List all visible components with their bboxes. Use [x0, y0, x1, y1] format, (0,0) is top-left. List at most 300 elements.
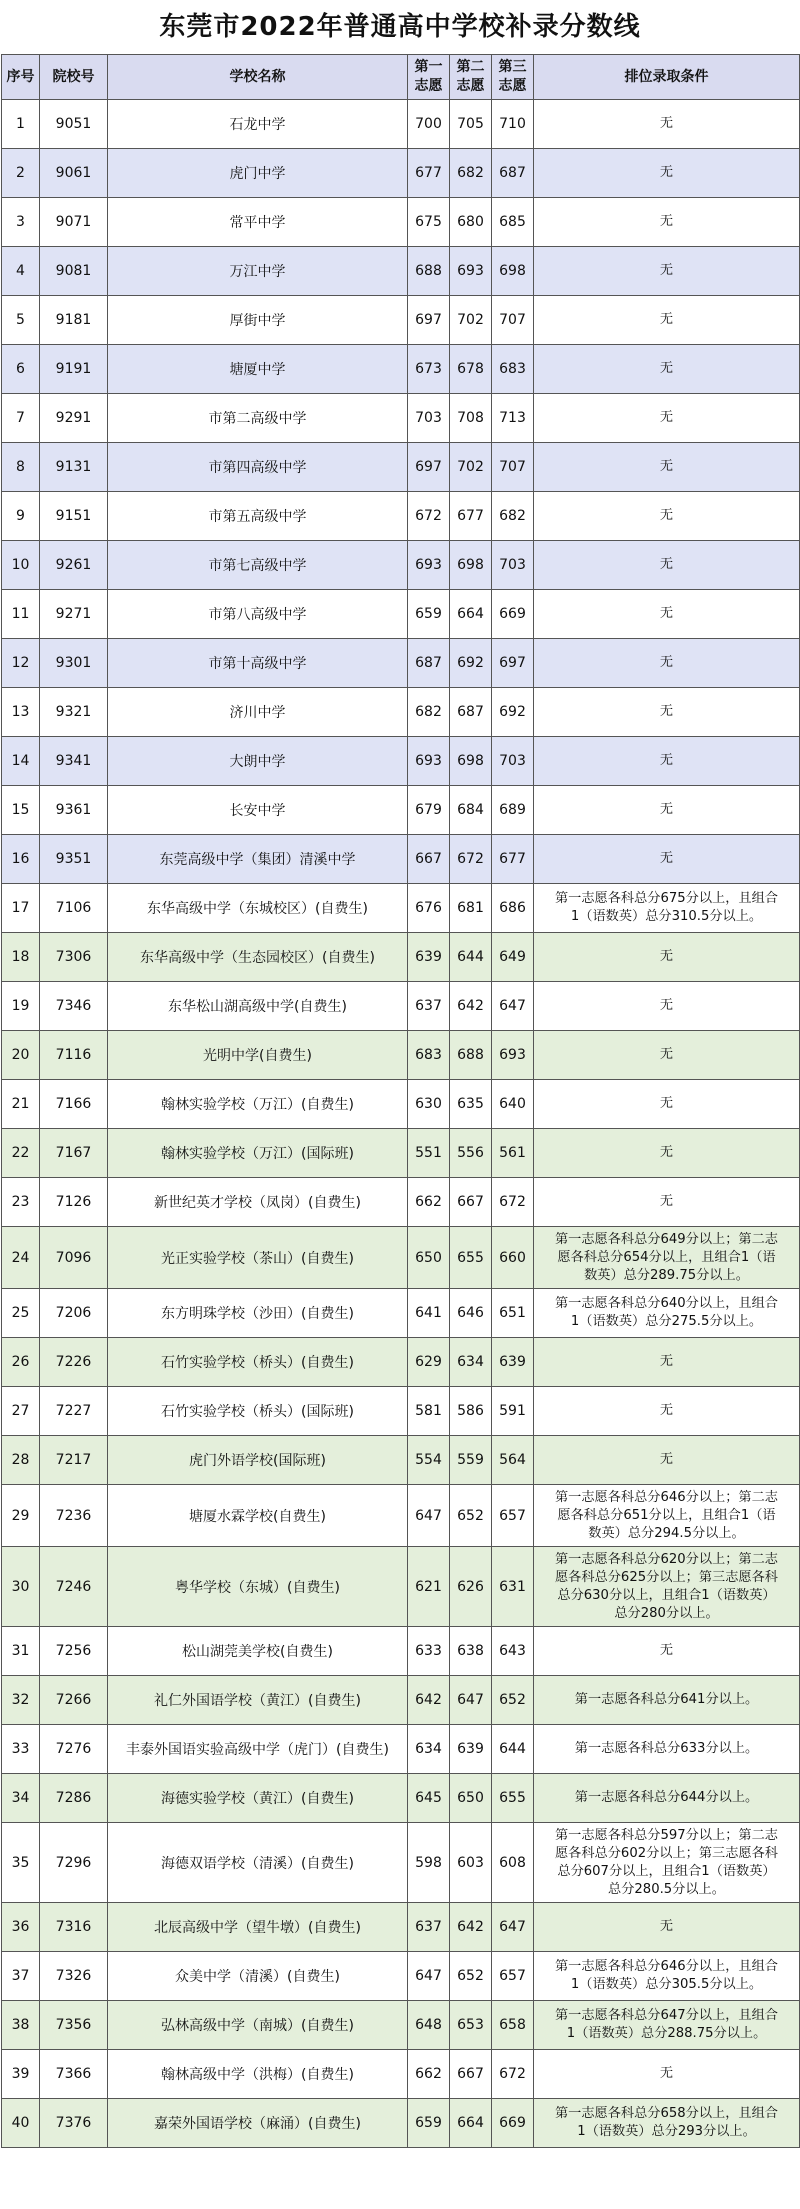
header-code: 院校号 — [40, 55, 108, 100]
cell-condition — [534, 1725, 800, 1774]
cell-school-name: 市第五高级中学 — [108, 492, 408, 541]
table-row — [2, 492, 800, 541]
cell-condition — [534, 149, 800, 198]
cell-seq: 4 — [2, 247, 40, 296]
cell-score-2: 664 — [450, 2099, 492, 2148]
cell-score-2: 684 — [450, 786, 492, 835]
cell-score-3: 689 — [492, 786, 534, 835]
condition-line: 数英）总分294.5分以上。 — [588, 1525, 745, 1541]
cell-code: 9341 — [40, 737, 108, 786]
header-name: 学校名称 — [108, 55, 408, 100]
cell-score-1: 621 — [408, 1547, 450, 1627]
cell-code: 7356 — [40, 2001, 108, 2050]
cell-code: 9291 — [40, 394, 108, 443]
cell-seq: 23 — [2, 1178, 40, 1227]
cell-condition — [534, 394, 800, 443]
cell-score-2: 652 — [450, 1952, 492, 2001]
condition-line: 1（语数英）总分305.5分以上。 — [570, 1977, 763, 1992]
cell-score-2: 642 — [450, 1903, 492, 1952]
cell-school-name: 东华高级中学（东城校区）(自费生) — [108, 884, 408, 933]
cell-seq: 17 — [2, 884, 40, 933]
cell-score-1: 642 — [408, 1676, 450, 1725]
condition-line: 无 — [659, 1919, 674, 1934]
cell-score-3: 677 — [492, 835, 534, 884]
score-table — [1, 54, 800, 2148]
condition-line: 无 — [659, 1096, 674, 1111]
cell-score-2: 680 — [450, 198, 492, 247]
cell-score-3: 686 — [492, 884, 534, 933]
cell-condition — [534, 688, 800, 737]
cell-score-2: 693 — [450, 247, 492, 296]
cell-school-name: 东华高级中学（生态园校区）(自费生) — [108, 933, 408, 982]
table-row — [2, 541, 800, 590]
cell-score-3: 685 — [492, 198, 534, 247]
cell-code: 7316 — [40, 1903, 108, 1952]
cell-score-3: 657 — [492, 1952, 534, 2001]
cell-seq: 22 — [2, 1129, 40, 1178]
cell-code: 7366 — [40, 2050, 108, 2099]
page-title: 东莞市2022年普通高中学校补录分数线 — [159, 12, 641, 42]
cell-school-name: 东莞高级中学（集团）清溪中学 — [108, 835, 408, 884]
cell-seq: 11 — [2, 590, 40, 639]
cell-code: 7326 — [40, 1952, 108, 2001]
cell-score-3: 647 — [492, 1903, 534, 1952]
cell-code: 9081 — [40, 247, 108, 296]
table-row — [2, 884, 800, 933]
cell-condition — [534, 1823, 800, 1903]
cell-score-2: 646 — [450, 1289, 492, 1338]
cell-seq: 12 — [2, 639, 40, 688]
table-row — [2, 1289, 800, 1338]
cell-code: 9361 — [40, 786, 108, 835]
condition-line: 愿各科总分625分以上；第三志愿各科 — [555, 1569, 778, 1585]
cell-seq: 9 — [2, 492, 40, 541]
cell-score-1: 648 — [408, 2001, 450, 2050]
condition-line: 无 — [659, 1452, 674, 1467]
condition-line: 无 — [659, 802, 674, 817]
cell-seq: 29 — [2, 1485, 40, 1547]
cell-score-3: 631 — [492, 1547, 534, 1627]
condition-line: 愿各科总分651分以上，且组合1（语 — [557, 1507, 776, 1523]
cell-score-1: 639 — [408, 933, 450, 982]
cell-school-name: 厚街中学 — [108, 296, 408, 345]
cell-score-2: 638 — [450, 1627, 492, 1676]
cell-condition — [534, 1387, 800, 1436]
cell-school-name: 市第十高级中学 — [108, 639, 408, 688]
table-row — [2, 933, 800, 982]
cell-condition — [534, 1436, 800, 1485]
condition-line: 第一志愿各科总分633分以上。 — [574, 1741, 759, 1756]
cell-seq: 34 — [2, 1774, 40, 1823]
condition-line: 无 — [659, 312, 674, 327]
cell-condition — [534, 247, 800, 296]
cell-condition — [534, 884, 800, 933]
table-body — [2, 100, 800, 2148]
table-row — [2, 786, 800, 835]
cell-school-name: 万江中学 — [108, 247, 408, 296]
cell-score-1: 630 — [408, 1080, 450, 1129]
cell-condition — [534, 590, 800, 639]
cell-condition — [534, 1031, 800, 1080]
cell-score-2: 682 — [450, 149, 492, 198]
cell-seq: 6 — [2, 345, 40, 394]
condition-line: 无 — [659, 361, 674, 376]
table-row — [2, 1387, 800, 1436]
condition-line: 无 — [659, 949, 674, 964]
condition-line: 无 — [659, 606, 674, 621]
cell-code: 7226 — [40, 1338, 108, 1387]
cell-condition — [534, 1178, 800, 1227]
cell-code: 7116 — [40, 1031, 108, 1080]
cell-seq: 2 — [2, 149, 40, 198]
cell-school-name: 光明中学(自费生) — [108, 1031, 408, 1080]
condition-line: 总分607分以上，且组合1（语数英） — [557, 1863, 776, 1879]
cell-code: 9071 — [40, 198, 108, 247]
cell-code: 7286 — [40, 1774, 108, 1823]
condition-line: 第一志愿各科总分646分以上，且组合 — [555, 1959, 778, 1974]
cell-score-3: 707 — [492, 296, 534, 345]
cell-condition — [534, 1289, 800, 1338]
cell-condition — [534, 492, 800, 541]
cell-score-2: 642 — [450, 982, 492, 1031]
cell-code: 7296 — [40, 1823, 108, 1903]
cell-score-3: 644 — [492, 1725, 534, 1774]
table-row — [2, 982, 800, 1031]
cell-score-1: 659 — [408, 2099, 450, 2148]
cell-score-2: 586 — [450, 1387, 492, 1436]
table-row — [2, 296, 800, 345]
header-condition: 排位录取条件 — [534, 55, 800, 100]
cell-code: 9191 — [40, 345, 108, 394]
cell-score-2: 559 — [450, 1436, 492, 1485]
condition-line: 第一志愿各科总分640分以上，且组合 — [555, 1296, 778, 1311]
table-row — [2, 737, 800, 786]
cell-score-3: 591 — [492, 1387, 534, 1436]
table-header-row — [2, 55, 800, 100]
condition-line: 总分280.5分以上。 — [608, 1881, 725, 1897]
cell-seq: 19 — [2, 982, 40, 1031]
cell-school-name: 翰林高级中学（洪梅）(自费生) — [108, 2050, 408, 2099]
cell-condition — [534, 639, 800, 688]
cell-score-3: 703 — [492, 541, 534, 590]
cell-score-3: 651 — [492, 1289, 534, 1338]
cell-code: 7236 — [40, 1485, 108, 1547]
cell-score-1: 688 — [408, 247, 450, 296]
cell-score-3: 657 — [492, 1485, 534, 1547]
condition-line: 无 — [659, 1194, 674, 1209]
cell-score-3: 672 — [492, 2050, 534, 2099]
cell-seq: 8 — [2, 443, 40, 492]
cell-score-3: 703 — [492, 737, 534, 786]
condition-line: 第一志愿各科总分620分以上；第二志 — [555, 1551, 778, 1567]
cell-condition — [534, 198, 800, 247]
table-row — [2, 1485, 800, 1547]
cell-score-1: 703 — [408, 394, 450, 443]
cell-condition — [534, 933, 800, 982]
cell-seq: 38 — [2, 2001, 40, 2050]
cell-code: 9151 — [40, 492, 108, 541]
cell-school-name: 长安中学 — [108, 786, 408, 835]
cell-seq: 1 — [2, 100, 40, 149]
table-row — [2, 1227, 800, 1289]
condition-line: 无 — [659, 704, 674, 719]
cell-score-2: 702 — [450, 443, 492, 492]
table-row — [2, 835, 800, 884]
cell-seq: 33 — [2, 1725, 40, 1774]
condition-line: 无 — [659, 557, 674, 572]
table-row — [2, 2099, 800, 2148]
table-row — [2, 100, 800, 149]
cell-code: 7266 — [40, 1676, 108, 1725]
cell-score-3: 660 — [492, 1227, 534, 1289]
cell-seq: 13 — [2, 688, 40, 737]
cell-score-1: 675 — [408, 198, 450, 247]
cell-school-name: 塘厦中学 — [108, 345, 408, 394]
cell-school-name: 东华松山湖高级中学(自费生) — [108, 982, 408, 1031]
cell-score-3: 640 — [492, 1080, 534, 1129]
cell-condition — [534, 296, 800, 345]
cell-school-name: 弘林高级中学（南城）(自费生) — [108, 2001, 408, 2050]
cell-score-1: 650 — [408, 1227, 450, 1289]
cell-code: 7126 — [40, 1178, 108, 1227]
table-row — [2, 1903, 800, 1952]
cell-seq: 5 — [2, 296, 40, 345]
table-row — [2, 590, 800, 639]
cell-score-3: 672 — [492, 1178, 534, 1227]
cell-score-2: 702 — [450, 296, 492, 345]
cell-code: 9181 — [40, 296, 108, 345]
cell-condition — [534, 1227, 800, 1289]
cell-score-2: 653 — [450, 2001, 492, 2050]
cell-score-2: 698 — [450, 737, 492, 786]
cell-score-3: 658 — [492, 2001, 534, 2050]
cell-code: 7246 — [40, 1547, 108, 1627]
cell-school-name: 石龙中学 — [108, 100, 408, 149]
table-row — [2, 1129, 800, 1178]
table-row — [2, 1080, 800, 1129]
table-row — [2, 2050, 800, 2099]
cell-seq: 31 — [2, 1627, 40, 1676]
cell-score-2: 667 — [450, 2050, 492, 2099]
cell-school-name: 粤华学校（东城）(自费生) — [108, 1547, 408, 1627]
cell-code: 9321 — [40, 688, 108, 737]
cell-score-1: 637 — [408, 1903, 450, 1952]
cell-score-2: 678 — [450, 345, 492, 394]
table-row — [2, 1547, 800, 1627]
cell-score-1: 637 — [408, 982, 450, 1031]
cell-score-1: 662 — [408, 1178, 450, 1227]
cell-code: 7167 — [40, 1129, 108, 1178]
condition-line: 第一志愿各科总分597分以上；第二志 — [555, 1827, 778, 1843]
cell-score-2: 692 — [450, 639, 492, 688]
cell-condition — [534, 443, 800, 492]
cell-condition — [534, 835, 800, 884]
condition-line: 第一志愿各科总分658分以上，且组合 — [555, 2106, 778, 2121]
condition-line: 数英）总分289.75分以上。 — [584, 1267, 749, 1283]
cell-school-name: 虎门中学 — [108, 149, 408, 198]
cell-code: 9061 — [40, 149, 108, 198]
table-row — [2, 1031, 800, 1080]
cell-school-name: 东方明珠学校（沙田）(自费生) — [108, 1289, 408, 1338]
cell-school-name: 塘厦水霖学校(自费生) — [108, 1485, 408, 1547]
cell-seq: 39 — [2, 2050, 40, 2099]
cell-score-2: 655 — [450, 1227, 492, 1289]
cell-score-2: 664 — [450, 590, 492, 639]
cell-school-name: 光正实验学校（茶山）(自费生) — [108, 1227, 408, 1289]
header-seq: 序号 — [2, 55, 40, 100]
cell-condition — [534, 1676, 800, 1725]
header-choice-2: 第二 志愿 — [450, 55, 492, 100]
table-row — [2, 2001, 800, 2050]
cell-score-1: 581 — [408, 1387, 450, 1436]
cell-condition — [534, 1338, 800, 1387]
cell-score-1: 629 — [408, 1338, 450, 1387]
cell-seq: 14 — [2, 737, 40, 786]
cell-score-2: 634 — [450, 1338, 492, 1387]
cell-score-1: 693 — [408, 737, 450, 786]
cell-seq: 16 — [2, 835, 40, 884]
header-choice-1: 第一 志愿 — [408, 55, 450, 100]
condition-line: 总分280分以上。 — [614, 1605, 719, 1621]
table-row — [2, 1952, 800, 2001]
cell-score-2: 698 — [450, 541, 492, 590]
cell-school-name: 北辰高级中学（望牛墩）(自费生) — [108, 1903, 408, 1952]
cell-condition — [534, 1547, 800, 1627]
condition-line: 无 — [659, 753, 674, 768]
cell-score-3: 655 — [492, 1774, 534, 1823]
cell-condition — [534, 982, 800, 1031]
table-row — [2, 198, 800, 247]
cell-score-3: 693 — [492, 1031, 534, 1080]
cell-score-3: 647 — [492, 982, 534, 1031]
cell-score-1: 682 — [408, 688, 450, 737]
cell-score-1: 647 — [408, 1485, 450, 1547]
table-row — [2, 149, 800, 198]
table-row — [2, 1725, 800, 1774]
condition-line: 总分630分以上，且组合1（语数英） — [557, 1587, 776, 1603]
cell-score-1: 677 — [408, 149, 450, 198]
cell-seq: 18 — [2, 933, 40, 982]
condition-line: 无 — [659, 410, 674, 425]
cell-score-3: 707 — [492, 443, 534, 492]
header-choice-3: 第三 志愿 — [492, 55, 534, 100]
cell-school-name: 虎门外语学校(国际班) — [108, 1436, 408, 1485]
cell-school-name: 常平中学 — [108, 198, 408, 247]
cell-seq: 27 — [2, 1387, 40, 1436]
condition-line: 1（语数英）总分288.75分以上。 — [566, 2026, 767, 2041]
cell-school-name: 海德实验学校（黄江）(自费生) — [108, 1774, 408, 1823]
cell-school-name: 大朗中学 — [108, 737, 408, 786]
condition-line: 1（语数英）总分293分以上。 — [577, 2124, 756, 2139]
table-row — [2, 688, 800, 737]
condition-line: 第一志愿各科总分675分以上，且组合 — [555, 891, 778, 906]
cell-seq: 32 — [2, 1676, 40, 1725]
cell-score-2: 644 — [450, 933, 492, 982]
cell-code: 9261 — [40, 541, 108, 590]
cell-school-name: 市第二高级中学 — [108, 394, 408, 443]
cell-score-3: 683 — [492, 345, 534, 394]
cell-score-2: 603 — [450, 1823, 492, 1903]
cell-code: 7096 — [40, 1227, 108, 1289]
cell-seq: 40 — [2, 2099, 40, 2148]
condition-line: 无 — [659, 165, 674, 180]
cell-code: 7256 — [40, 1627, 108, 1676]
table-row — [2, 1627, 800, 1676]
cell-score-1: 700 — [408, 100, 450, 149]
cell-score-1: 679 — [408, 786, 450, 835]
table-row — [2, 639, 800, 688]
cell-seq: 20 — [2, 1031, 40, 1080]
cell-score-3: 652 — [492, 1676, 534, 1725]
table-row — [2, 1178, 800, 1227]
table-row — [2, 443, 800, 492]
cell-score-3: 682 — [492, 492, 534, 541]
condition-line: 无 — [659, 851, 674, 866]
cell-score-1: 673 — [408, 345, 450, 394]
cell-score-3: 710 — [492, 100, 534, 149]
cell-score-1: 667 — [408, 835, 450, 884]
cell-condition — [534, 2050, 800, 2099]
condition-line: 无 — [659, 1145, 674, 1160]
cell-code: 7206 — [40, 1289, 108, 1338]
cell-code: 9131 — [40, 443, 108, 492]
cell-score-1: 683 — [408, 1031, 450, 1080]
cell-code: 7217 — [40, 1436, 108, 1485]
cell-code: 7346 — [40, 982, 108, 1031]
cell-score-1: 598 — [408, 1823, 450, 1903]
cell-seq: 28 — [2, 1436, 40, 1485]
condition-line: 1（语数英）总分275.5分以上。 — [570, 1314, 763, 1329]
cell-seq: 35 — [2, 1823, 40, 1903]
condition-line: 无 — [659, 1403, 674, 1418]
cell-school-name: 翰林实验学校（万江）(自费生) — [108, 1080, 408, 1129]
cell-seq: 24 — [2, 1227, 40, 1289]
condition-line: 无 — [659, 508, 674, 523]
cell-score-2: 650 — [450, 1774, 492, 1823]
cell-school-name: 众美中学（清溪）(自费生) — [108, 1952, 408, 2001]
table-row — [2, 247, 800, 296]
cell-condition — [534, 100, 800, 149]
cell-score-2: 688 — [450, 1031, 492, 1080]
cell-school-name: 石竹实验学校（桥头）(国际班) — [108, 1387, 408, 1436]
cell-score-2: 556 — [450, 1129, 492, 1178]
cell-score-1: 551 — [408, 1129, 450, 1178]
cell-score-2: 677 — [450, 492, 492, 541]
cell-score-3: 669 — [492, 2099, 534, 2148]
cell-code: 9271 — [40, 590, 108, 639]
table-row — [2, 1436, 800, 1485]
cell-code: 7227 — [40, 1387, 108, 1436]
condition-line: 无 — [659, 1047, 674, 1062]
cell-school-name: 石竹实验学校（桥头）(自费生) — [108, 1338, 408, 1387]
cell-code: 7306 — [40, 933, 108, 982]
condition-line: 无 — [659, 116, 674, 131]
cell-condition — [534, 2001, 800, 2050]
cell-seq: 10 — [2, 541, 40, 590]
cell-school-name: 礼仁外国语学校（黄江）(自费生) — [108, 1676, 408, 1725]
cell-condition — [534, 1627, 800, 1676]
cell-school-name: 丰泰外国语实验高级中学（虎门）(自费生) — [108, 1725, 408, 1774]
condition-line: 第一志愿各科总分649分以上；第二志 — [555, 1231, 778, 1247]
cell-score-2: 681 — [450, 884, 492, 933]
cell-condition — [534, 786, 800, 835]
cell-score-3: 687 — [492, 149, 534, 198]
condition-line: 无 — [659, 998, 674, 1013]
cell-score-3: 697 — [492, 639, 534, 688]
cell-score-1: 633 — [408, 1627, 450, 1676]
cell-condition — [534, 1774, 800, 1823]
cell-seq: 15 — [2, 786, 40, 835]
